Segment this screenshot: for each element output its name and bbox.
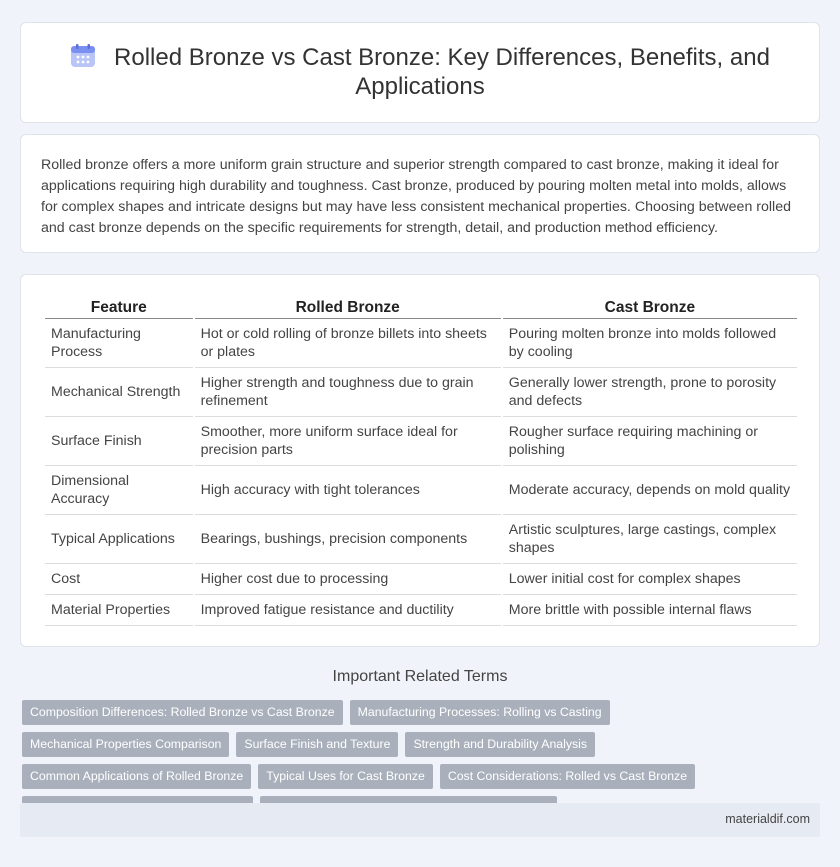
feature-cell: Typical Applications	[45, 515, 193, 564]
cast-cell: Moderate accuracy, depends on mold quality	[503, 466, 797, 515]
related-term-tag[interactable]: Common Applications of Rolled Bronze	[22, 764, 251, 789]
comparison-table	[43, 297, 799, 626]
table-row	[45, 368, 797, 417]
rolled-cell: Smoother, more uniform surface ideal for precision parts	[195, 417, 501, 466]
cast-cell: Rougher surface requiring machining or polishing	[503, 417, 797, 466]
related-term-tag[interactable]: Manufacturing Processes: Rolling vs Casting	[350, 700, 610, 725]
rolled-cell: Bearings, bushings, precision components	[195, 515, 501, 564]
page-title-text: Rolled Bronze vs Cast Bronze: Key Differences, Benefits, and Applications	[114, 44, 770, 100]
cast-cell: Pouring molten bronze into molds followed by cooling	[503, 319, 797, 368]
header-rolled-bronze: Rolled Bronze	[195, 297, 501, 319]
cast-cell: More brittle with possible internal flaws	[503, 595, 797, 626]
table-row	[45, 417, 797, 466]
feature-cell: Cost	[45, 564, 193, 595]
feature-cell: Dimensional Accuracy	[45, 466, 193, 515]
footer-site-link[interactable]: materialdif.com	[725, 812, 810, 826]
cast-cell: Lower initial cost for complex shapes	[503, 564, 797, 595]
footer	[20, 803, 820, 837]
table-row	[45, 564, 797, 595]
intro-paragraph: Rolled bronze offers a more uniform grain structure and superior strength compared to cast bronze, making it ideal for applications requiring high durability and toughness. Cast bronze, produced by pouring molten metal into molds, allows for complex shapes and intricate designs but may have less consistent mechanical properties. Choosing between rolled and cast bronze depends on the specific requirements for strength, detail, and production method efficiency.	[41, 157, 791, 236]
feature-cell: Surface Finish	[45, 417, 193, 466]
cast-cell: Generally lower strength, prone to porosity and defects	[503, 368, 797, 417]
related-term-tag[interactable]: Cost Considerations: Rolled vs Cast Bronze	[440, 764, 695, 789]
related-term-tag[interactable]: Surface Finish and Texture	[236, 732, 398, 757]
rolled-cell: High accuracy with tight tolerances	[195, 466, 501, 515]
title-card	[20, 22, 820, 123]
rolled-cell: Hot or cold rolling of bronze billets into sheets or plates	[195, 319, 501, 368]
related-terms-title: Important Related Terms	[332, 668, 508, 685]
related-term-tag[interactable]: Composition Differences: Rolled Bronze vs Cast Bronze	[22, 700, 343, 725]
related-term-tag[interactable]: Strength and Durability Analysis	[405, 732, 595, 757]
table-row	[45, 319, 797, 368]
calendar-icon	[70, 44, 96, 68]
feature-cell: Mechanical Strength	[45, 368, 193, 417]
rolled-cell: Higher cost due to processing	[195, 564, 501, 595]
header-feature: Feature	[45, 297, 193, 319]
page-title	[61, 43, 779, 101]
table-row	[45, 466, 797, 515]
related-term-tag[interactable]: Mechanical Properties Comparison	[22, 732, 229, 757]
feature-cell: Material Properties	[45, 595, 193, 626]
cast-cell: Artistic sculptures, large castings, complex shapes	[503, 515, 797, 564]
rolled-cell: Higher strength and toughness due to grain refinement	[195, 368, 501, 417]
table-row	[45, 515, 797, 564]
comparison-table-card	[20, 274, 820, 647]
rolled-cell: Improved fatigue resistance and ductility	[195, 595, 501, 626]
table-header-row	[45, 297, 797, 319]
feature-cell: Manufacturing Process	[45, 319, 193, 368]
table-row	[45, 595, 797, 626]
related-term-tag[interactable]: Typical Uses for Cast Bronze	[258, 764, 433, 789]
header-cast-bronze: Cast Bronze	[503, 297, 797, 319]
intro-card	[20, 134, 820, 253]
